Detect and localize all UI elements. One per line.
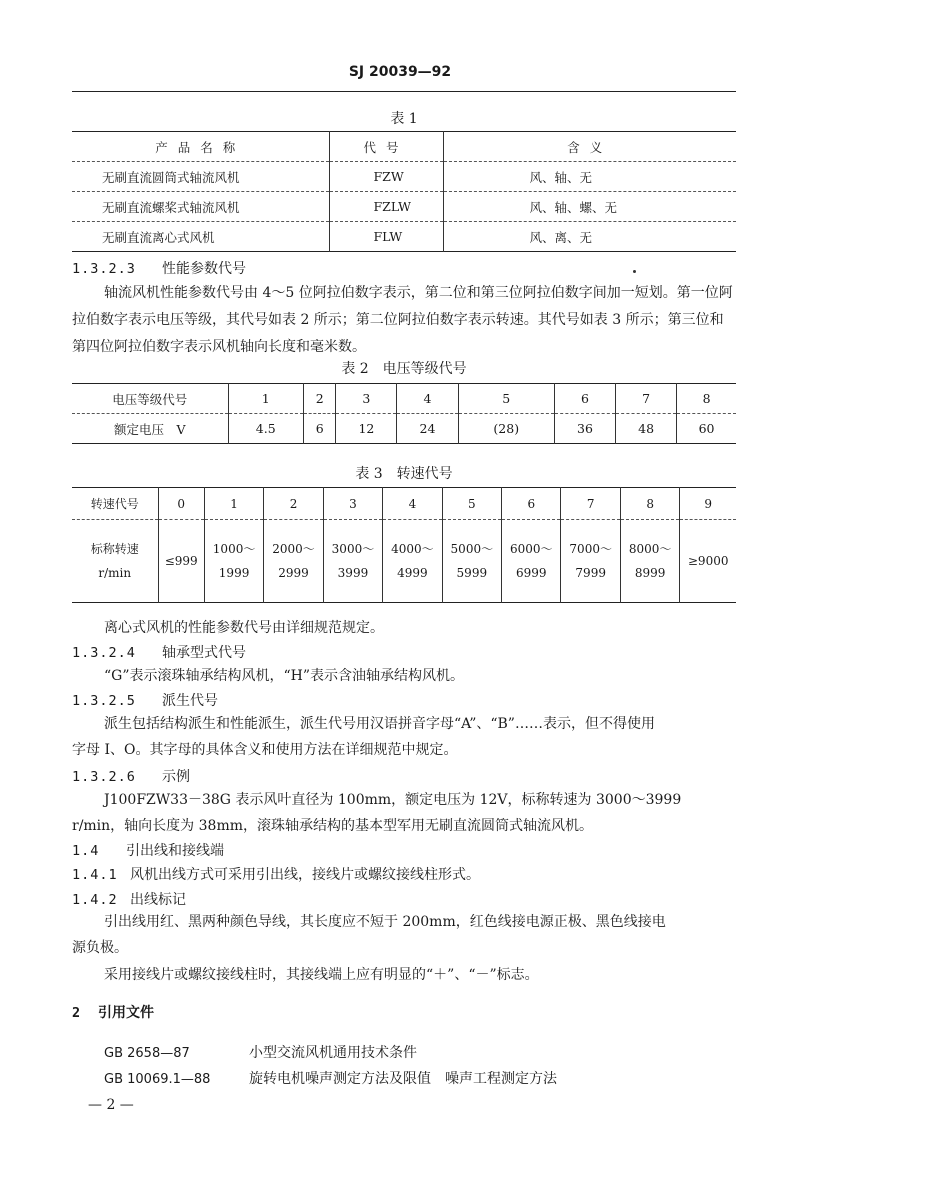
- table-row: [72, 162, 736, 192]
- table-cell: 4.5: [228, 414, 304, 444]
- table3: [72, 487, 736, 603]
- table-cell: 8: [677, 384, 736, 414]
- table3-caption: 表 3 转速代号: [355, 466, 453, 482]
- table-cell: 0: [158, 488, 204, 520]
- table2-caption: 表 2 电压等级代号: [341, 361, 467, 377]
- cell-line: 5999: [456, 566, 488, 580]
- table1-caption: 表 1: [390, 111, 418, 127]
- table-cell: [158, 520, 204, 603]
- section-title: 性能参数代号: [162, 261, 246, 277]
- section-number: 1.3.2.5: [72, 693, 136, 709]
- section-142-line1: 引出线用红、黑两种颜色导线，其长度应不短于 200mm，红色线接电源正极、黑色线接电: [104, 914, 666, 930]
- table-cell: 风、轴、无: [443, 162, 736, 192]
- label-line: r/min: [98, 566, 132, 580]
- section-1324-text: “G”表示滚珠轴承结构风机，“H”表示含油轴承结构风机。: [104, 668, 465, 684]
- page-number: — 2 —: [88, 1097, 134, 1113]
- scan-speck: [633, 270, 636, 273]
- section-14-heading: [72, 840, 224, 860]
- table-row: [72, 192, 736, 222]
- table-cell: [620, 520, 679, 603]
- table1-header-row: [72, 132, 736, 162]
- table-cell: [442, 520, 501, 603]
- table-cell: 2: [264, 488, 323, 520]
- cell-line: 8999: [634, 566, 666, 580]
- section-142-line2: 源负极。: [72, 940, 128, 956]
- table-cell: [323, 520, 382, 603]
- table2-row-label: 电压等级代号: [72, 384, 228, 414]
- table2-row-label: 额定电压 V: [72, 414, 228, 444]
- section-1325-line1: 派生包括结构派生和性能派生，派生代号用汉语拼音字母“A”、“B”……表示，但不得使用: [104, 716, 655, 732]
- section-title: 出线标记: [130, 892, 186, 908]
- reference-code: GB 10069.1—88: [104, 1072, 211, 1087]
- section-text: 风机出线方式可采用引出线，接线片或螺纹接线柱形式。: [130, 867, 480, 883]
- section-1325-heading: [72, 690, 218, 710]
- section-1324-heading: [72, 642, 246, 662]
- label-line: 标称转速: [90, 542, 139, 556]
- table-cell: FZW: [329, 162, 443, 192]
- section-number: 1.4.1: [72, 867, 118, 883]
- table-cell: 12: [336, 414, 397, 444]
- table-cell: 6: [304, 414, 336, 444]
- cell-line: ≥9000: [687, 554, 729, 568]
- section-1326-line1: J100FZW33－38G 表示风叶直径为 100mm，额定电压为 12V，标称转速为 3000～3999: [104, 792, 682, 808]
- table-cell: 36: [554, 414, 615, 444]
- section-number: 2: [72, 1005, 82, 1021]
- table-cell: 无刷直流离心式风机: [72, 222, 329, 252]
- cell-line: 7999: [575, 566, 606, 580]
- table-cell: 风、离、无: [529, 229, 593, 245]
- section-number: 1.3.2.3: [72, 261, 136, 277]
- table-row: [72, 222, 736, 252]
- table-cell: 3: [336, 384, 397, 414]
- section-number: 1.3.2.6: [72, 769, 136, 785]
- table-cell: 24: [397, 414, 458, 444]
- table3-code-row: [72, 488, 736, 520]
- section-title: 轴承型式代号: [162, 645, 246, 661]
- section-title: 引出线和接线端: [126, 843, 224, 859]
- cell-line: ≤999: [164, 554, 198, 568]
- table-cell: 4: [397, 384, 458, 414]
- table-cell: 4: [383, 488, 442, 520]
- section-number: 1.3.2.4: [72, 645, 136, 661]
- table-cell: 8: [620, 488, 679, 520]
- section-141: [72, 864, 480, 884]
- section-2-heading: [72, 1002, 154, 1022]
- section-number: 1.4.2: [72, 892, 118, 908]
- cell-line: 6999: [515, 566, 547, 580]
- table-cell: [680, 520, 736, 603]
- cell-line: 6000～: [509, 542, 553, 556]
- table-cell: (28): [458, 414, 554, 444]
- table-cell: 3: [323, 488, 382, 520]
- table1-header-meaning: 含义: [443, 132, 736, 162]
- table1-header-name: 产品名称: [72, 132, 329, 162]
- table-cell: [561, 520, 620, 603]
- reference-item: [104, 1068, 557, 1088]
- cell-line: 1000～: [212, 542, 256, 556]
- section-title: 示例: [162, 769, 190, 785]
- section-1326-heading: [72, 766, 190, 786]
- table-cell: 5: [442, 488, 501, 520]
- reference-title: 旋转电机噪声测定方法及限值 噪声工程测定方法: [249, 1071, 557, 1087]
- table-cell: 48: [616, 414, 677, 444]
- reference-code: GB 2658—87: [104, 1046, 190, 1061]
- cell-line: 1999: [218, 566, 250, 580]
- table-cell: 1: [204, 488, 263, 520]
- cell-line: 3000～: [331, 542, 375, 556]
- reference-item: [104, 1042, 417, 1062]
- section-number: 1.4: [72, 843, 100, 859]
- table-cell: 7: [561, 488, 620, 520]
- cell-line: 5000～: [450, 542, 494, 556]
- header-rule: [72, 91, 736, 92]
- table-cell: [264, 520, 323, 603]
- table3-row-label: 转速代号: [72, 488, 158, 520]
- cell-line: 8000～: [628, 542, 672, 556]
- table2-code-row: [72, 384, 736, 414]
- table-cell: 60: [698, 421, 715, 436]
- cell-line: 3999: [337, 566, 369, 580]
- table1: [72, 131, 736, 252]
- table3-row-label: [72, 520, 158, 603]
- table-cell: [502, 520, 561, 603]
- section-1325-line2: 字母 I、O。其字母的具体含义和使用方法在详细规范中规定。: [72, 742, 458, 758]
- centrifugal-note: 离心式风机的性能参数代号由详细规范规定。: [104, 620, 384, 636]
- cell-line: 4999: [397, 566, 428, 580]
- section-title: 派生代号: [162, 693, 218, 709]
- cell-line: 2000～: [272, 542, 315, 556]
- table-cell: 9: [680, 488, 736, 520]
- section-title: 引用文件: [98, 1005, 154, 1021]
- table-cell: 5: [458, 384, 554, 414]
- table-cell: 无刷直流圆筒式轴流风机: [72, 162, 329, 192]
- table2-voltage-row: [72, 414, 736, 444]
- table-cell: [383, 520, 442, 603]
- table-cell: 无刷直流螺桨式轴流风机: [72, 192, 329, 222]
- section-1323-text: 轴流风机性能参数代号由 4～5 位阿拉伯数字表示，第二位和第三位阿拉伯数字间加一短划。第一位阿拉伯数字表示电压等级，其代号如表 2 所示；第二位阿拉伯数字表示转速。其代号如表 3 所示；第三位和第四位阿拉伯数字表示风机轴向长度和毫米数。: [72, 285, 733, 355]
- table-cell: FLW: [329, 222, 443, 252]
- table-cell: 2: [304, 384, 336, 414]
- table-cell: 1: [228, 384, 304, 414]
- table-cell: FZLW: [329, 192, 443, 222]
- cell-line: 7000～: [569, 542, 612, 556]
- table-cell: 6: [554, 384, 615, 414]
- table3-speed-row: [72, 520, 736, 603]
- page-header: SJ 20039—92: [348, 64, 452, 80]
- section-1326-line2: r/min，轴向长度为 38mm，滚珠轴承结构的基本型军用无刷直流圆筒式轴流风机。: [72, 818, 593, 834]
- table-cell: 风、轴、螺、无: [443, 192, 736, 222]
- section-142-heading: [72, 889, 186, 909]
- cell-line: 4000～: [391, 542, 434, 556]
- section-142-line3: 采用接线片或螺纹接线柱时，其接线端上应有明显的“＋”、“－”标志。: [104, 967, 539, 983]
- table-cell: 7: [616, 384, 677, 414]
- reference-title: 小型交流风机通用技术条件: [249, 1045, 417, 1061]
- cell-line: 2999: [278, 566, 309, 580]
- table-cell: 6: [502, 488, 561, 520]
- table2: [72, 383, 736, 444]
- table-cell: [204, 520, 263, 603]
- table1-header-code: 代号: [329, 132, 443, 162]
- section-1323-heading: [72, 258, 246, 278]
